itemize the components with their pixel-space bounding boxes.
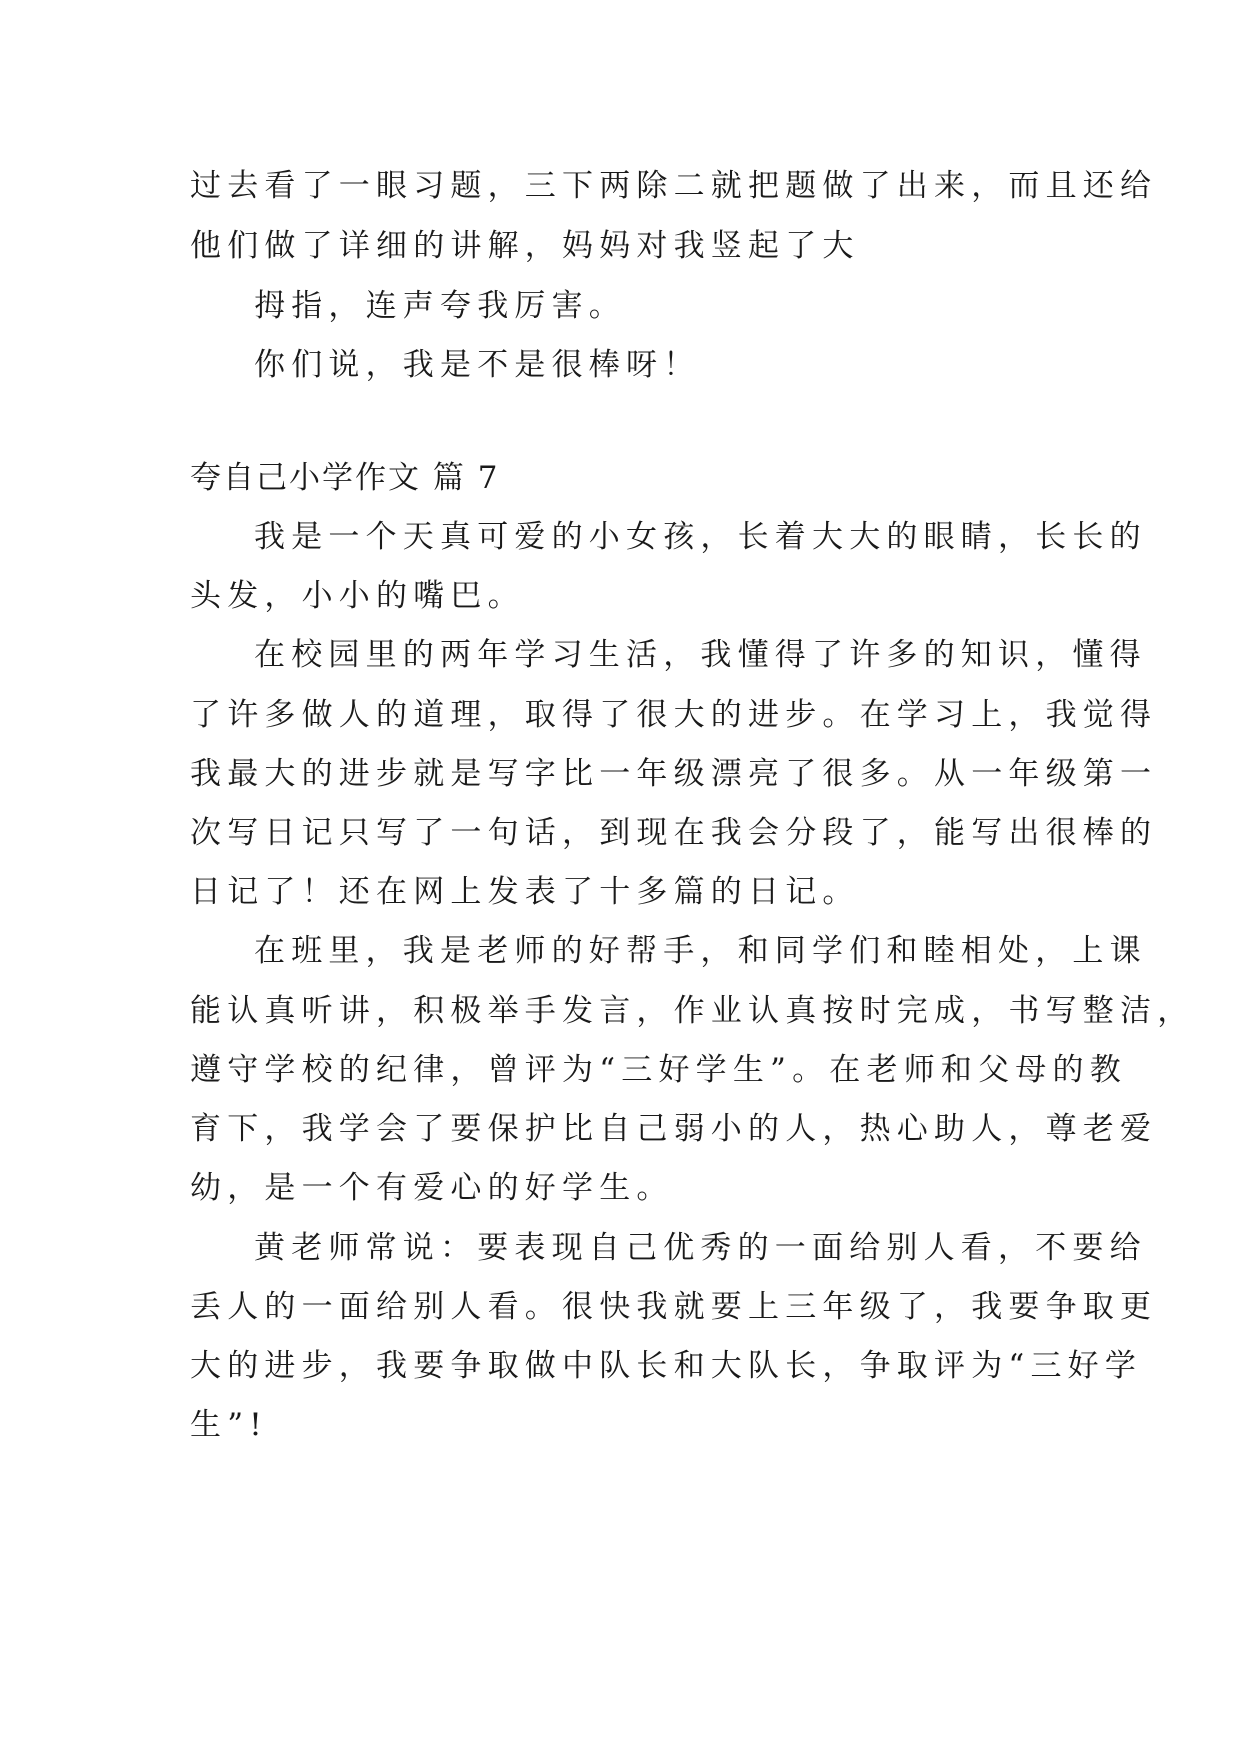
paragraph-line: 你们说，我是不是很棒呀！	[254, 347, 701, 383]
paragraph-line: 头发，小小的嘴巴。	[190, 578, 525, 614]
paragraph-line: 我是一个天真可爱的小女孩，长着大大的眼睛，长长的	[254, 519, 1147, 555]
paragraph-line: 他们做了详细的讲解，妈妈对我竖起了大	[190, 228, 860, 264]
paragraph-line: 我最大的进步就是写字比一年级漂亮了很多。从一年级第一	[190, 756, 1158, 792]
paragraph-line: 在校园里的两年学习生活，我懂得了许多的知识，懂得	[254, 637, 1147, 673]
paragraph-line: 过去看了一眼习题，三下两除二就把题做了出来，而且还给	[190, 168, 1158, 204]
paragraph-line: 拇指，连声夸我厉害。	[254, 288, 626, 324]
paragraph-line: 生”!	[190, 1407, 268, 1443]
paragraph-line: 育下，我学会了要保护比自己弱小的人，热心助人，尊老爱	[190, 1111, 1158, 1147]
paragraph-line: 了许多做人的道理，取得了很大的进步。在学习上，我觉得	[190, 697, 1158, 733]
paragraph-line: 遵守学校的纪律，曾评为“三好学生”。在老师和父母的教	[190, 1052, 1127, 1088]
paragraph-line: 能认真听讲，积极举手发言，作业认真按时完成，书写整洁，	[190, 993, 1195, 1029]
paragraph-line: 在班里，我是老师的好帮手，和同学们和睦相处，上课	[254, 933, 1147, 969]
paragraph-line: 黄老师常说：要表现自己优秀的一面给别人看，不要给	[254, 1230, 1147, 1266]
section-heading: 夸自己小学作文 篇 7	[190, 460, 500, 496]
paragraph-line: 丢人的一面给别人看。很快我就要上三年级了，我要争取更	[190, 1289, 1158, 1325]
paragraph-line: 次写日记只写了一句话，到现在我会分段了，能写出很棒的	[190, 815, 1158, 851]
paragraph-line: 日记了！还在网上发表了十多篇的日记。	[190, 874, 860, 910]
paragraph-line: 幼，是一个有爱心的好学生。	[190, 1170, 674, 1206]
paragraph-line: 大的进步，我要争取做中队长和大队长，争取评为“三好学	[190, 1348, 1143, 1384]
